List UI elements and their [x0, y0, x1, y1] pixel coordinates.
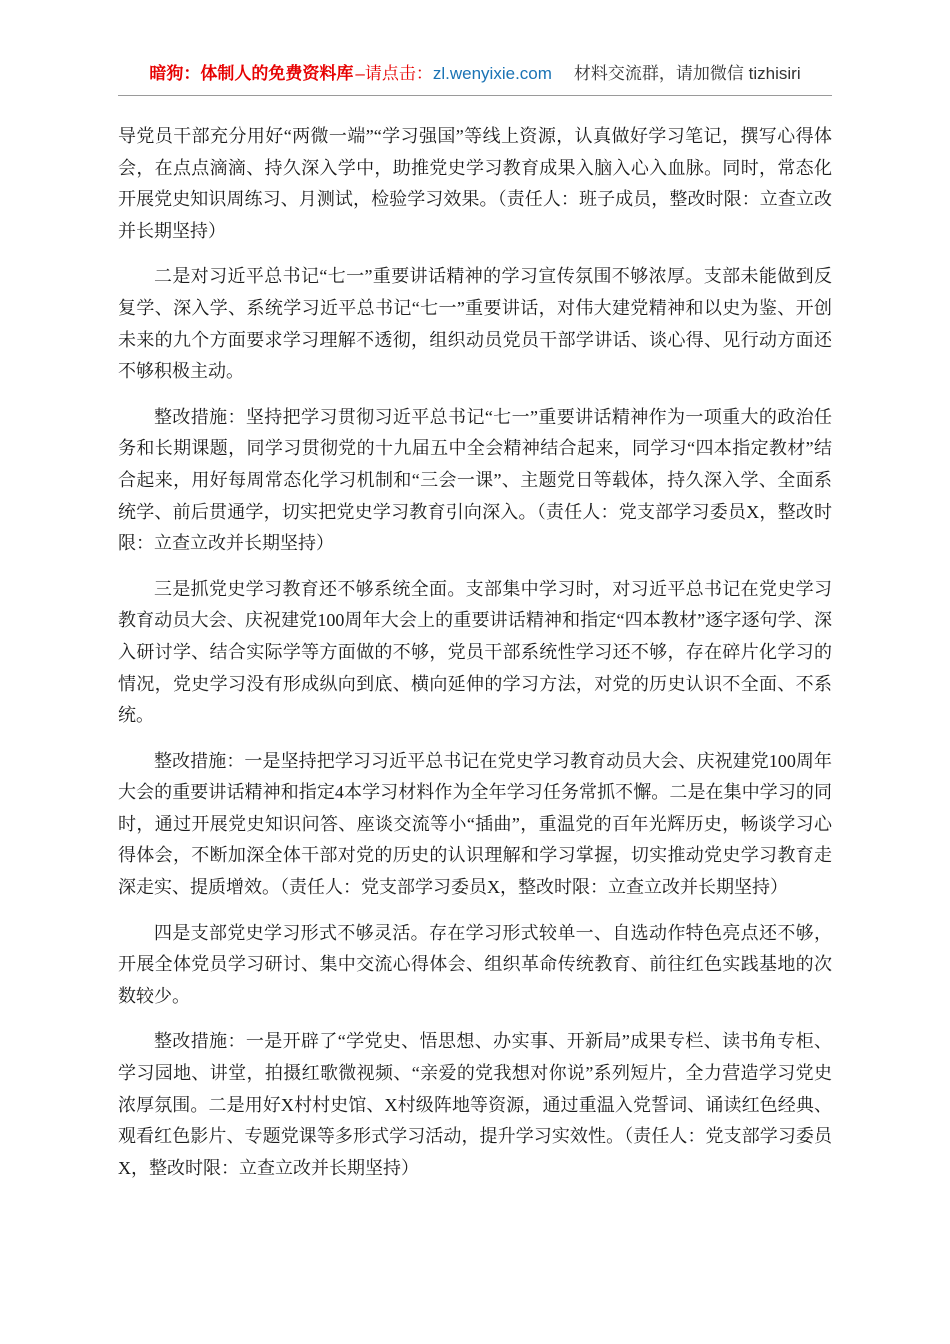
- paragraph-issue-4: 四是支部党史学习形式不够灵活。存在学习形式较单一、自选动作特色亮点还不够，开展全体党员学习研讨、集中交流心得体会、组织革命传统教育、前往红色实践基地的次数较少。: [118, 922, 832, 1006]
- paragraph-measures-2: 整改措施：坚持把学习贯彻习近平总书记“七一”重要讲话精神作为一项重大的政治任务和长期课题，同学习贯彻党的十九届五中全会精神结合起来，同学习“四本指定教材”结合起来，用好每周常态化学习机制和“三会一课”、主题党日等载体，持久深入学、全面系统学、前后贯通学，切实把党史学习教育引向深入。（责任人：党支部学习委员X，整改时限：立查立改并长期坚持）: [118, 406, 832, 554]
- paragraph-measures-4: 整改措施：一是开辟了“学党史、悟思想、办实事、开新局”成果专栏、读书角专柜、学习园地、讲堂，拍摄红歌微视频、“亲爱的党我想对你说”系列短片，全力营造学习党史浓厚氛围。二是用好X村村史馆、X村级阵地等资源，通过重温入党誓词、诵读红色经典、观看红色影片、专题党课等多形式学习活动，提升学习实效性。（责任人：党支部学习委员X，整改时限：立查立改并长期坚持）: [118, 1031, 832, 1178]
- paragraph-continuation: 导党员干部充分用好“两微一端”“学习强国”等线上资源，认真做好学习笔记，撰写心得体会，在点点滴滴、持久深入学中，助推党史学习教育成果入脑入心入血脉。同时，常态化开展党史知识周练习、月测试，检验学习效果。（责任人：班子成员，整改时限：立查立改并长期坚持）: [118, 126, 832, 241]
- wechat-hint: 材料交流群，请加微信 tizhisiri: [573, 64, 801, 83]
- document-body: [118, 121, 832, 1184]
- promo-header: [118, 62, 832, 86]
- paragraph-issue-3: 三是抓党史学习教育还不够系统全面。支部集中学习时，对习近平总书记在党史学习教育动员大会、庆祝建党100周年大会上的重要讲话精神和指定“四本教材”逐字逐句学、深入研讨学、结合实际学等方面做的不够，党员干部系统性学习还不够，存在碎片化学习的情况，党史学习没有形成纵向到底、横向延伸的学习方法，对党的历史认识不全面、不系统。: [118, 578, 832, 726]
- click-hint: –请点击：: [355, 64, 433, 83]
- paragraph-issue-2: 二是对习近平总书记“七一”重要讲话精神的学习宣传氛围不够浓厚。支部未能做到反复学、深入学、系统学习近平总书记“七一”重要讲话，对伟大建党精神和以史为鉴、开创未来的九个方面要求学习理解不透彻，组织动员党员干部学讲话、谈心得、见行动方面还不够积极主动。: [118, 266, 832, 382]
- site-name: 暗狗：体制人的免费资料库: [149, 64, 354, 83]
- header-divider: [118, 95, 832, 96]
- site-link[interactable]: zl.wenyixie.com: [432, 64, 552, 83]
- paragraph-measures-3: 整改措施：一是坚持把学习习近平总书记在党史学习教育动员大会、庆祝建党100周年大会的重要讲话精神和指定4本学习材料作为全年学习任务常抓不懈。二是在集中学习的同时，通过开展党史知识问答、座谈交流等小“插曲”，重温党的百年光辉历史，畅谈学习心得体会，不断加深全体干部对党的历史的认识理解和学习掌握，切实推动党史学习教育走深走实、提质增效。（责任人：党支部学习委员X，整改时限：立查立改并长期坚持）: [118, 750, 832, 898]
